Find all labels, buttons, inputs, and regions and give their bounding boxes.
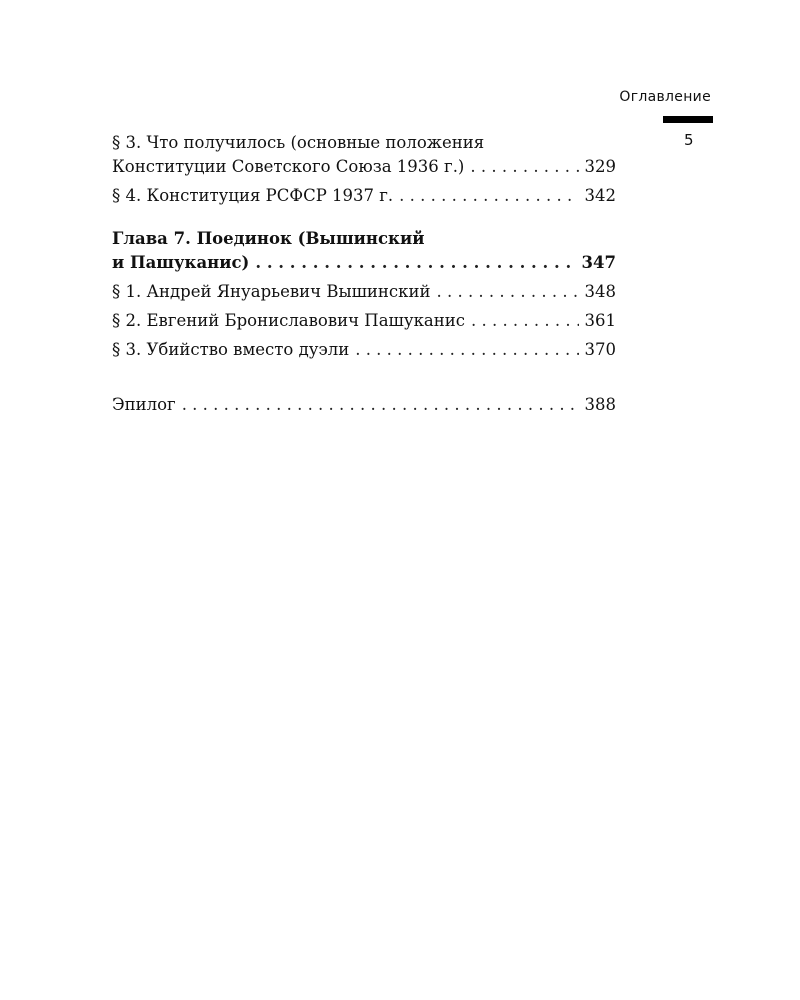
toc-entry-chapter-7[interactable] (112, 227, 616, 275)
dot-leader (470, 155, 578, 179)
dot-leader (471, 309, 579, 333)
toc-page-number: 370 (584, 340, 616, 359)
toc-page-number: 388 (584, 395, 616, 414)
toc-entry-title: Эпилог (112, 395, 176, 414)
toc-entry-title-line-1: Глава 7. Поединок (Вышинский (112, 229, 425, 248)
dot-leader (355, 338, 578, 362)
toc-entry-section-4-rsfsr-1937[interactable] (112, 184, 616, 208)
toc-page-number: 361 (584, 311, 616, 330)
toc-entry-section-3-murder[interactable] (112, 338, 616, 362)
dot-leader (399, 184, 578, 208)
toc-entry-title-line-2: Конституции Советского Союза 1936 г.) (112, 157, 465, 176)
dot-leader (255, 251, 575, 275)
toc-entry-epilogue[interactable] (112, 393, 616, 417)
toc-entry-title: § 4. Конституция РСФСР 1937 г. (112, 186, 394, 205)
toc-page-number: 342 (584, 186, 616, 205)
header-rule (663, 116, 713, 123)
page-number: 5 (684, 131, 694, 149)
toc-entry-title-line-2: и Пашуканис) (112, 253, 250, 272)
running-header: Оглавление (619, 89, 711, 105)
toc-entry-section-2-pashukanis[interactable] (112, 309, 616, 333)
dot-leader (436, 280, 578, 304)
dot-leader (182, 393, 579, 417)
toc-entry-title: § 1. Андрей Януарьевич Вышинский (112, 282, 431, 301)
toc-entry-title-line-1: § 3. Что получилось (основные положения (112, 133, 485, 152)
toc-page-number: 348 (584, 282, 616, 301)
toc-entry-title: § 2. Евгений Брониславович Пашуканис (112, 311, 465, 330)
toc-entry-section-1-vyshinsky[interactable] (112, 280, 616, 304)
toc-entry-title: § 3. Убийство вместо дуэли (112, 340, 350, 359)
table-of-contents (112, 131, 616, 417)
toc-page-number: 329 (584, 157, 616, 176)
toc-page-number: 347 (581, 253, 616, 272)
toc-entry-section-3-constitution-1936[interactable] (112, 131, 616, 179)
